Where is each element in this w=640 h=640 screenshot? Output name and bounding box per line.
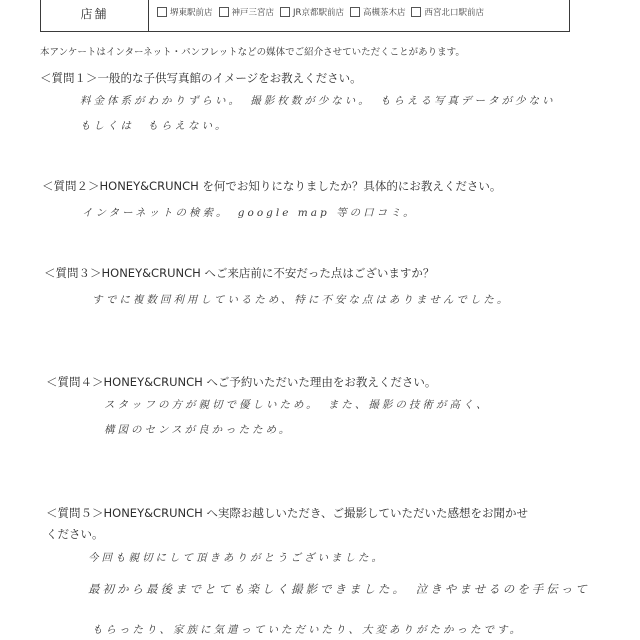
store-option[interactable] [219, 6, 275, 18]
store-option-label: 高槻茶木店 [362, 8, 406, 18]
checkbox-icon[interactable] [157, 7, 167, 17]
store-option[interactable] [280, 6, 344, 18]
store-option-label: 神戸三宮店 [231, 8, 275, 18]
checkbox-icon[interactable] [280, 7, 290, 17]
question-1: ＜質問１＞一般的な子供写真館のイメージをお教えください。 [40, 71, 362, 85]
question-4: ＜質問４＞HONEY&CRUNCH へご予約いただいた理由をお教えください。 [46, 375, 437, 389]
answer-1-line-1: 料金体系がわかりずらい。 撮影枚数が少ない。 もらえる写真データが少ない [80, 95, 556, 107]
checkbox-icon[interactable] [219, 7, 229, 17]
checkbox-icon[interactable] [411, 7, 421, 17]
question-5-line-1: ＜質問５＞HONEY&CRUNCH へ実際お越しいただき、ご撮影していただいた感想をお聞かせ [46, 506, 528, 520]
answer-5-line-2: 最初から最後までとても楽しく撮影できました。 泣きやませるのを手伝って [88, 582, 590, 596]
survey-intro-note: 本アンケートはインターネット・パンフレットなどの媒体でご紹介させていただくことがあります。 [40, 47, 465, 58]
question-3: ＜質問３＞HONEY&CRUNCH へご来店前に不安だった点はございますか？ [44, 266, 435, 280]
answer-1-line-2: もしくは もらえない。 [80, 120, 229, 132]
store-option-label: JR京都駅前店 [293, 8, 344, 18]
checkbox-icon[interactable] [350, 7, 360, 17]
store-option[interactable] [157, 6, 213, 18]
store-option-label: 西宮北口駅前店 [424, 8, 484, 18]
answer-2-line-1: インターネットの検索。 google map 等の口コミ。 [82, 207, 417, 219]
answer-4-line-2: 構図のセンスが良かったため。 [104, 424, 293, 436]
store-option[interactable] [411, 6, 484, 18]
store-option-label: 堺東駅前店 [170, 8, 213, 18]
answer-5-line-1: 今回も親切にして頂きありがとうございました。 [88, 552, 385, 564]
answer-3-line-1: すでに複数回利用しているため、特に不安な点はありませんでした。 [92, 294, 511, 306]
store-options [157, 6, 484, 18]
question-2: ＜質問２＞HONEY&CRUNCH を何でお知りになりましたか？具体的にお教えください。 [42, 179, 502, 193]
store-label: 店舗 [41, 0, 149, 31]
store-option[interactable] [350, 6, 406, 18]
answer-4-line-1: スタッフの方が親切で優しいため。 また、撮影の技術が高く、 [104, 399, 490, 411]
answer-5-line-3: もらったり、家族に気遣っていただいたり、大変ありがたかったです。 [92, 624, 524, 636]
store-selection-table [40, 0, 570, 32]
question-5-line-2: ください。 [46, 527, 104, 541]
